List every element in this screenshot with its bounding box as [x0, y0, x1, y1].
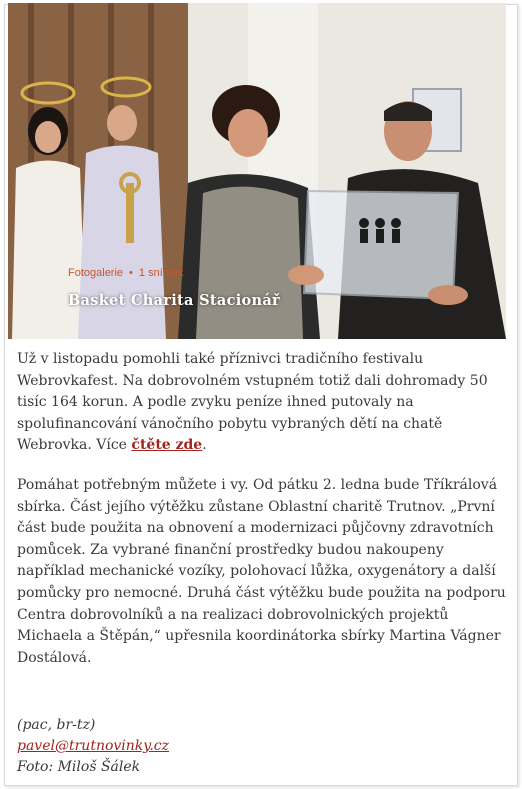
read-more-link[interactable]: čtěte zde — [131, 437, 203, 454]
photo-gallery-meta[interactable] — [68, 267, 184, 279]
photo-credit: Foto: Miloš Šálek — [17, 759, 141, 775]
gallery-title[interactable]: Basket Charita Stacionář — [68, 292, 280, 309]
article-paragraph-2: Pomáhat potřebným můžete i vy. Od pátku 2. ledna bude Tříkrálová sbírka. Část jejího výtěžku zůstane Oblastní charitě Trutnov. „První část bude použita na obnovení a modernizaci půjčovny zdravotních pomůcek. Za vybrané finanční prostředky budou nakoupeny například mechanické vozíky, polohovací lůžka, oxygenátory a další pomůcky pro nemocné. Druhá část výtěžku bude použita na podporu Centra dobrovolníků a na realizaci dobrovolnických projektů Michaela a Štěpán,“ upřesnila koordinátorka sbírky Martina Vágner Dostálová. — [17, 476, 506, 666]
author-initials: (pac, br-tz) — [17, 717, 96, 733]
paragraph-1-end: . — [202, 437, 207, 454]
article-photo[interactable] — [8, 3, 506, 339]
article-signature — [17, 715, 169, 778]
gallery-category-link[interactable]: Fotogalerie — [68, 267, 124, 279]
paragraph-1-text: Už v listopadu pomohli také příznivci tradičního festivalu Webrovkafest. Na dobrovolném vstupném totiž dali dohromady 50 tisíc 164 korun. A podle zvyku peníze ihned putovaly na spolufinancování vánočního pobytu vybraných dětí na chatě Webrovka. Více — [17, 351, 488, 454]
meta-separator: • — [129, 267, 133, 279]
photo-illustration — [8, 3, 506, 339]
author-email-link[interactable]: pavel@trutnovinky.cz — [17, 738, 169, 754]
article-body — [17, 349, 512, 669]
article-paragraph-1 — [17, 349, 512, 457]
gallery-count: 1 snímek — [138, 267, 184, 279]
